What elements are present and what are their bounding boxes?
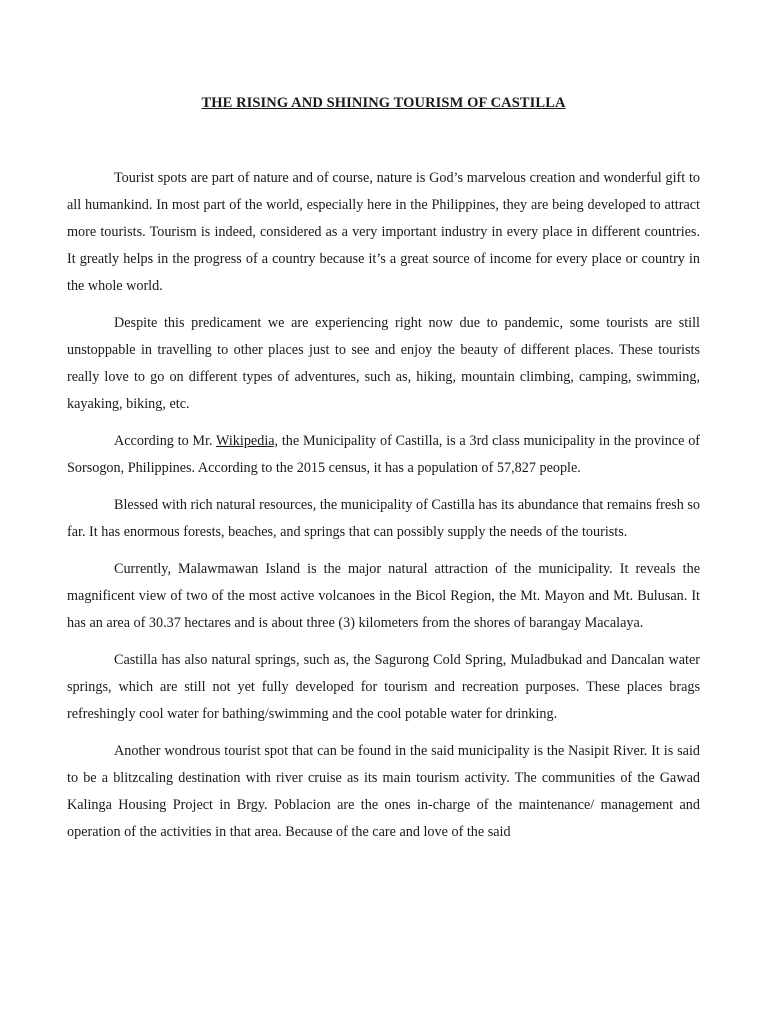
paragraph-5: Currently, Malawmawan Island is the major natural attraction of the municipality. It reveals the magnificent view of two of the most active volcanoes in the Bicol Region, the Mt. Mayon and Mt. Bulusan. It has an area of 30.37 hectares and is about three (3) kilometers from the shores of barangay Macalaya. (67, 561, 700, 631)
document-title: THE RISING AND SHINING TOURISM OF CASTILLA (201, 95, 566, 111)
paragraph-3 (67, 428, 700, 482)
paragraph-2: Despite this predicament we are experiencing right now due to pandemic, some tourists are still unstoppable in travelling to other places just to see and enjoy the beauty of different places. These tourists really love to go on different types of adventures, such as, hiking, mountain climbing, camping, swimming, kayaking, biking, etc. (67, 315, 700, 412)
paragraph-7: Another wondrous tourist spot that can be found in the said municipality is the Nasipit River. It is said to be a blitzcaling destination with river cruise as its main tourism activity. The communities of the Gawad Kalinga Housing Project in Brgy. Poblacion are the ones in-charge of the maintenance/ management and operation of the activities in that area. Because of the care and love of the said (67, 743, 700, 840)
paragraph-1: Tourist spots are part of nature and of course, nature is God’s marvelous creation and wonderful gift to all humankind. In most part of the world, especially here in the Philippines, they are being developed to attract more tourists. Tourism is indeed, considered as a very important industry in every place in different countries. It greatly helps in the progress of a country because it’s a great source of income for every place or country in the whole world. (67, 170, 700, 294)
paragraph-3-text-before: According to Mr. (114, 433, 217, 449)
paragraph-4: Blessed with rich natural resources, the municipality of Castilla has its abundance that remains fresh so far. It has enormous forests, beaches, and springs that can possibly supply the needs of the tourists. (67, 497, 700, 540)
document-page (67, 93, 700, 856)
paragraph-6: Castilla has also natural springs, such as, the Sagurong Cold Spring, Muladbukad and Dancalan water springs, which are still not yet fully developed for tourism and recreation purposes. These places brags refreshingly cool water for bathing/swimming and the cool potable water for drinking. (67, 652, 700, 722)
wikipedia-link[interactable]: Wikipedia, (216, 433, 279, 449)
paragraph-3-text-after: the Municipality of Castilla, is a 3rd class municipality in the province of Sorsogon, Philippines. According to the 2015 census, it has a population of 57,827 people. (67, 433, 701, 476)
